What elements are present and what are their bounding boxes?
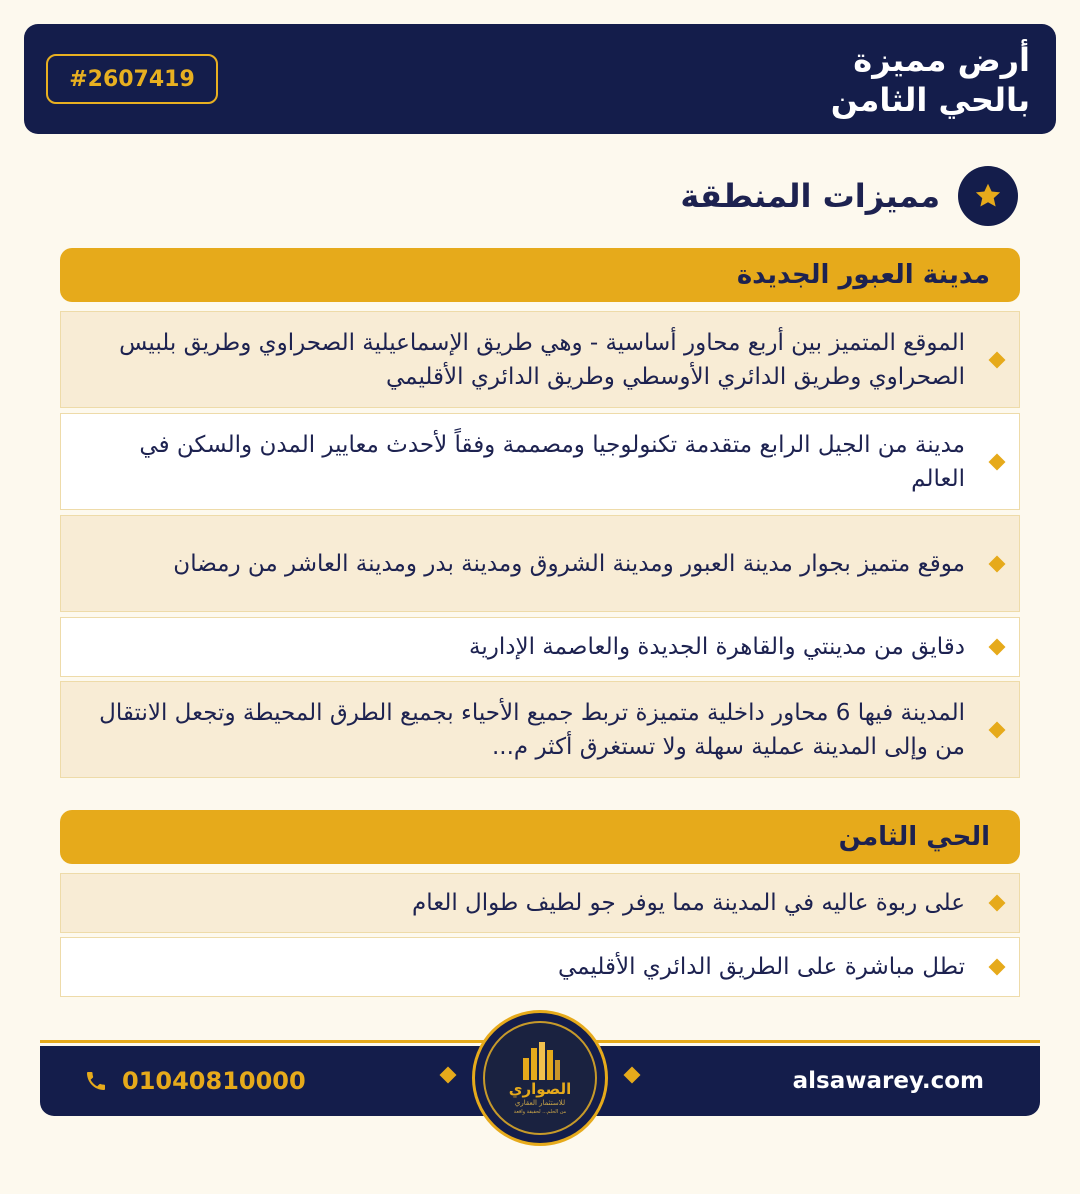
brand-logo-inner [483,1021,597,1135]
diamond-bullet-icon [989,721,1006,738]
diamond-bullet-icon [989,555,1006,572]
list-item [60,873,1020,933]
list-item-text: تطل مباشرة على الطريق الدائري الأقليمي [557,954,965,980]
group-title: الحي الثامن [838,822,990,852]
list-item-text: المدينة فيها 6 محاور داخلية متميزة تربط جميع الأحياء بجميع الطرق المحيطة وتجعل الانتقال من وإلى المدينة عملية سهلة ولا تستغرق أكثر م... [99,699,965,760]
star-icon [958,166,1018,226]
list-item [60,937,1020,997]
diamond-bullet-icon [989,453,1006,470]
listing-title [470,40,1030,120]
header-bar [24,24,1056,134]
phone-contact[interactable] [84,1046,306,1116]
phone-number: 01040810000 [122,1067,306,1095]
diamond-bullet-icon [989,639,1006,656]
buildings-icon [517,1040,563,1080]
title-line-2: بالحي الثامن [830,81,1030,119]
group-header-obour [60,248,1020,302]
diamond-bullet-icon [989,351,1006,368]
logo-brand-name: الصواري [508,1080,572,1098]
list-item [60,413,1020,510]
list-item [60,311,1020,408]
listing-code-badge: #2607419 [46,54,218,104]
list-item [60,515,1020,612]
list-item-text: الموقع المتميز بين أربع محاور أساسية - وهي طريق الإسماعيلية الصحراوي وطريق بلبيس الصحراوي وطريق الدائري الأوسطي وطريق الدائري الأقليمي [119,329,965,390]
list-item-text: على ربوة عاليه في المدينة مما يوفر جو لطيف طوال العام [411,890,965,916]
phone-icon [84,1069,108,1093]
diamond-bullet-icon [989,895,1006,912]
list-item [60,681,1020,778]
logo-tagline: من الحلم... لحقيقة واقعة [513,1109,567,1115]
website-link[interactable]: alsawarey.com [792,1068,984,1094]
list-item-text: موقع متميز بجوار مدينة العبور ومدينة الشروق ومدينة بدر ومدينة العاشر من رمضان [173,550,965,577]
section-title: مميزات المنطقة [680,177,940,215]
title-line-1: أرض مميزة [853,41,1030,79]
diamond-bullet-icon [989,959,1006,976]
logo-subtitle: للاستثمار العقاري [514,1099,566,1107]
list-item-text: دقايق من مدينتي والقاهرة الجديدة والعاصمة الإدارية [469,634,965,660]
list-item [60,617,1020,677]
section-heading [680,166,1018,226]
list-item-text: مدينة من الجيل الرابع متقدمة تكنولوجيا ومصممة وفقاً لأحدث معايير المدن والسكن في العالم [139,431,965,492]
group-title: مدينة العبور الجديدة [736,260,990,290]
group-header-eighth-district [60,810,1020,864]
brand-logo [472,1010,608,1146]
